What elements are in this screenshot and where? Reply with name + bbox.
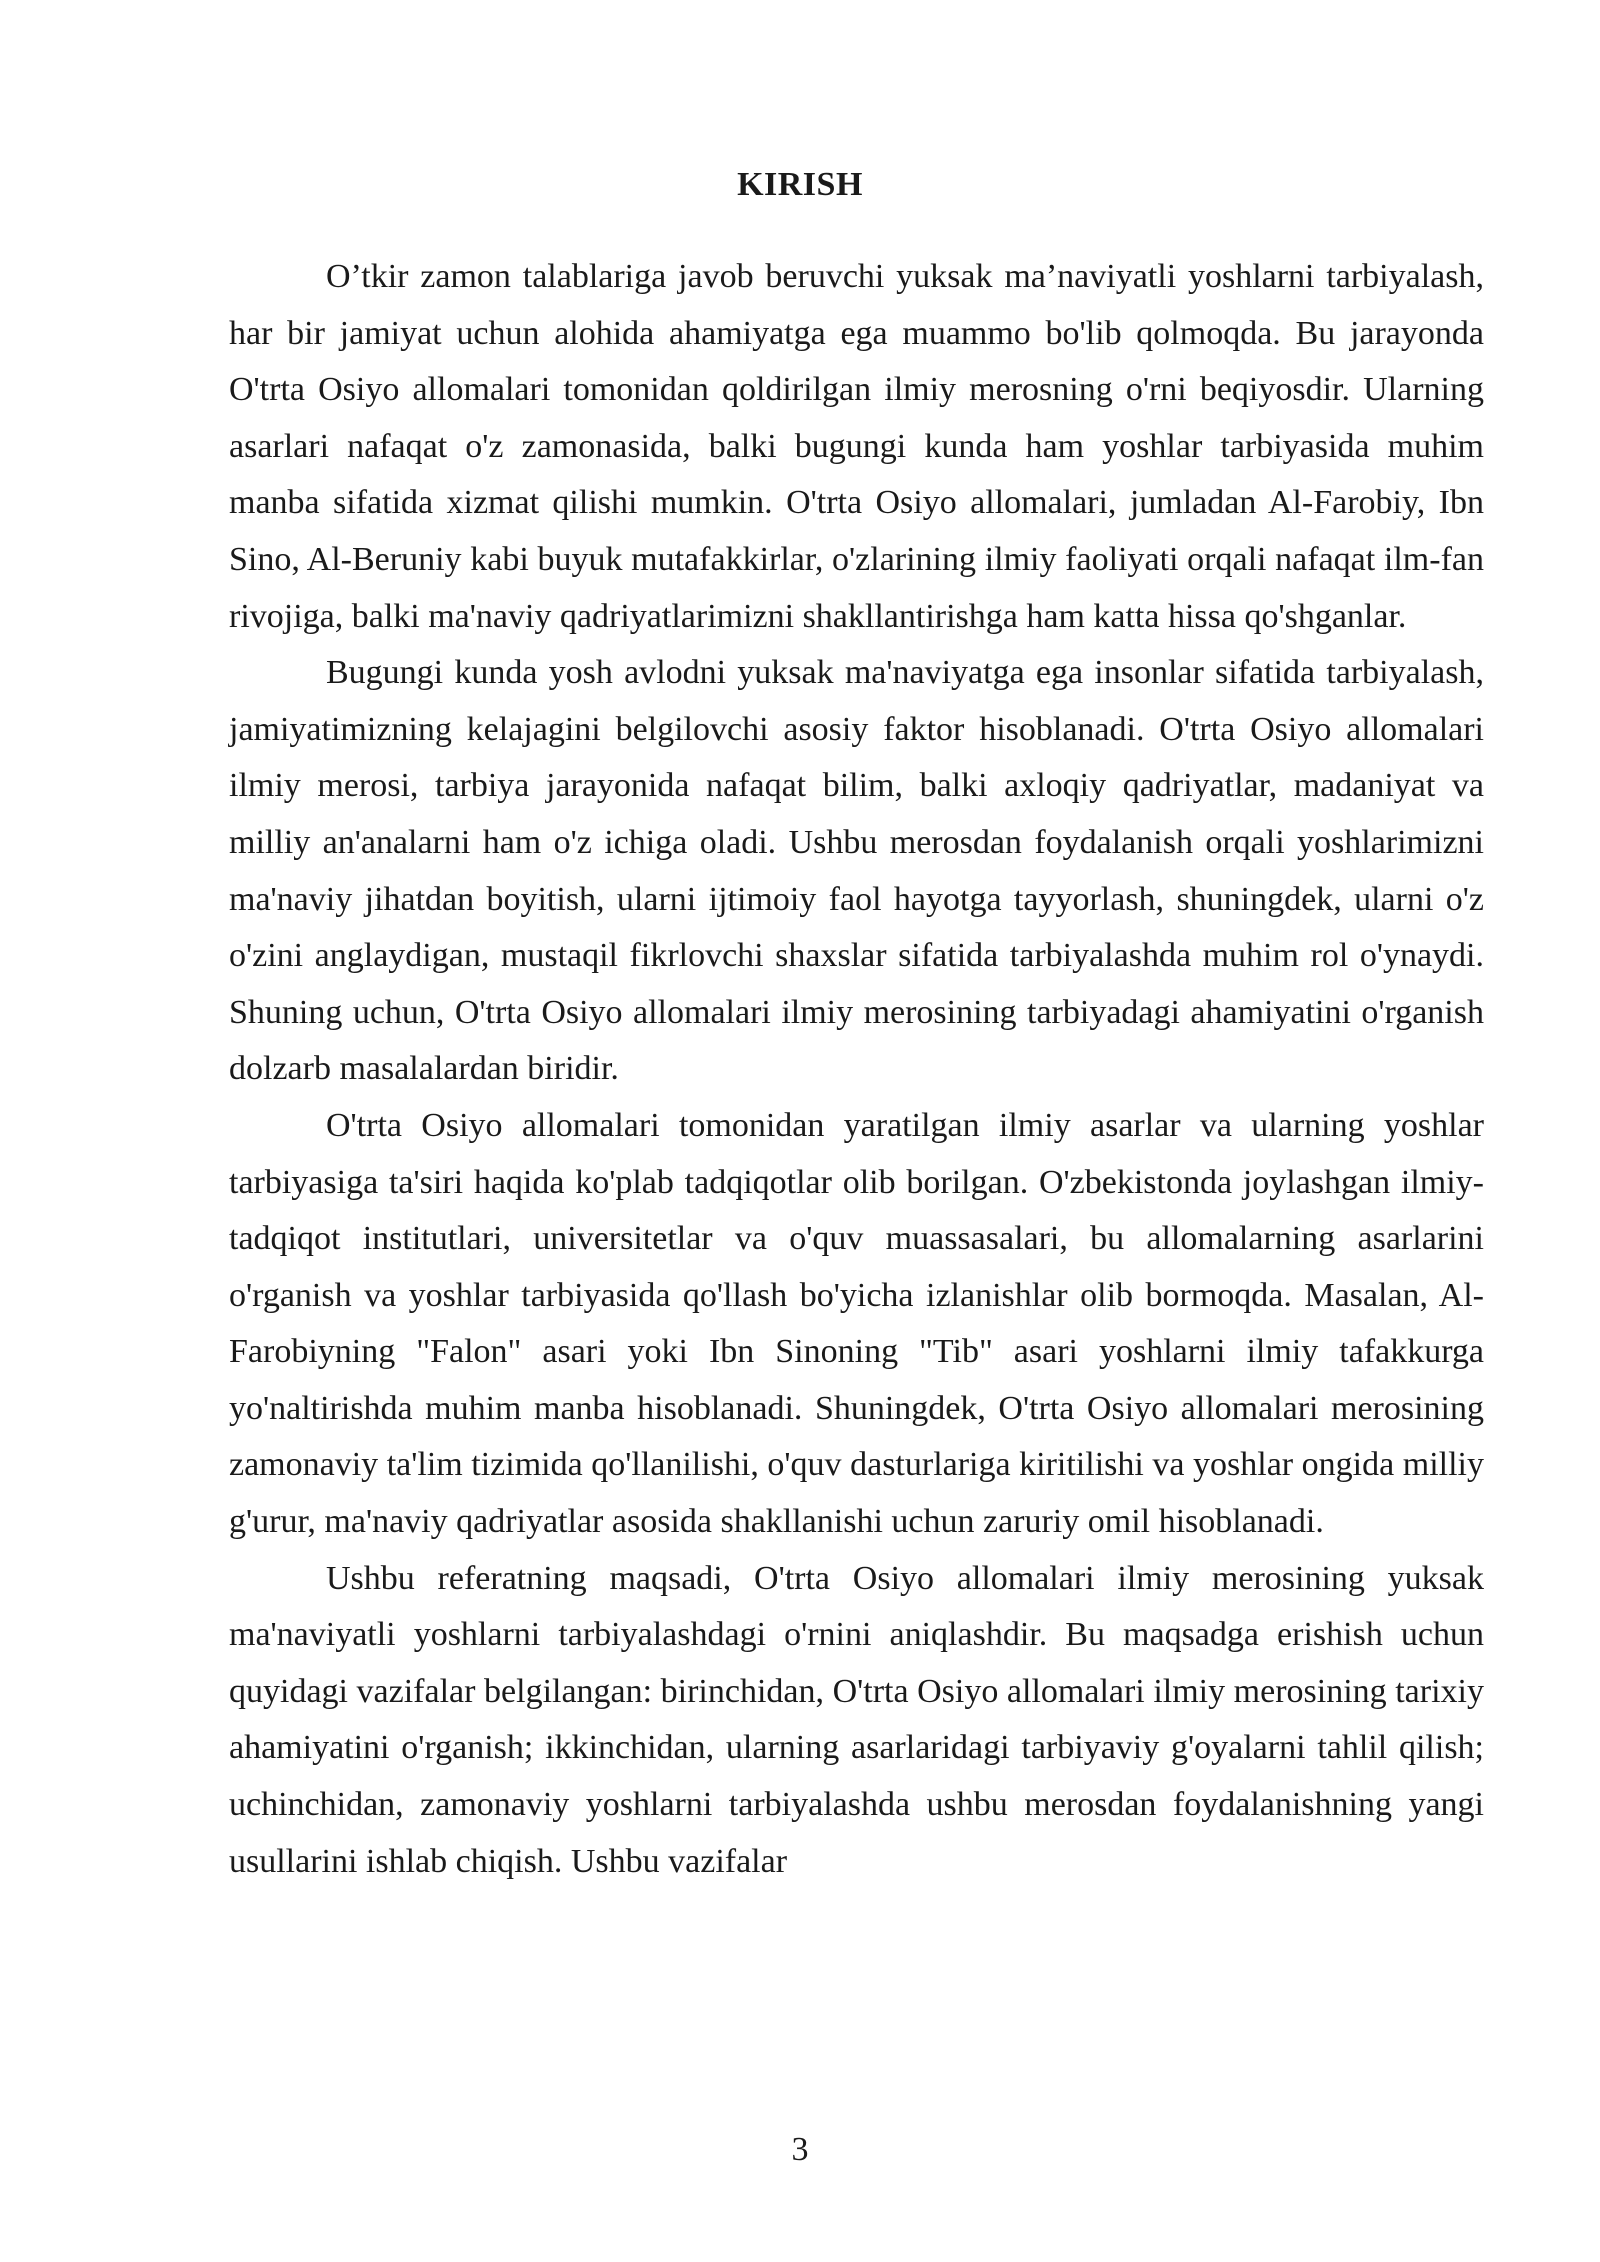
paragraph-4: Ushbu referatning maqsadi, O'trta Osiyo allomalari ilmiy merosining yuksak ma'naviyatli yoshlarni tarbiyalashdagi o'rnini aniqlashdir. Bu maqsadga erishish uchun quyidagi vazifalar belgilangan: birinchidan, O'trta Osiyo allomalari ilmiy merosining tarixiy ahamiyatini o'rganish; ikkinchidan, ularning asarlaridagi tarbiyaviy g'oyalarni tahlil qilish; uchinchidan, zamonaviy yoshlarni tarbiyalashda ushbu merosdan foydalanishning yangi usullarini ishlab chiqish. Ushbu vazifalar <box>229 1559 1484 1880</box>
page-number: 3 <box>791 2131 809 2168</box>
paragraph-2: Bugungi kunda yosh avlodni yuksak ma'naviyatga ega insonlar sifatida tarbiyalash, jamiyatimizning kelajagini belgilovchi asosiy faktor hisoblanadi. O'trta Osiyo allomalari ilmiy merosi, tarbiya jarayonida nafaqat bilim, balki axloqiy qadriyatlar, madaniyat va milliy an'analarni ham o'z ichiga oladi. Ushbu merosdan foydalanish orqali yoshlarimizni ma'naviy jihatdan boyitish, ularni ijtimoiy faol hayotga tayyorlash, shuningdek, ularni o'z o'zini anglaydigan, mustaqil fikrlovchi shaxslar sifatida tarbiyalashda muhim rol o'ynaydi. Shuning uchun, O'trta Osiyo allomalari ilmiy merosining tarbiyadagi ahamiyatini o'rganish dolzarb masalalardan biridir. <box>229 654 1484 1088</box>
body-text <box>229 249 1484 1890</box>
paragraph-1: O’tkir zamon talablariga javob beruvchi yuksak ma’naviyatli yoshlarni tarbiyalash, har bir jamiyat uchun alohida ahamiyatga ega muammo bo'lib qolmoqda. Bu jarayonda O'trta Osiyo allomalari tomonidan qoldirilgan ilmiy merosning o'rni beqiyosdir. Ularning asarlari nafaqat o'z zamonasida, balki bugungi kunda ham yoshlar tarbiyasida muhim manba sifatida xizmat qilishi mumkin. O'trta Osiyo allomalari, jumladan Al-Farobiy, Ibn Sino, Al-Beruniy kabi buyuk mutafakkirlar, o'zlarining ilmiy faoliyati orqali nafaqat ilm-fan rivojiga, balki ma'naviy qadriyatlarimizni shakllantirishga ham katta hissa qo'shganlar. <box>229 258 1484 635</box>
paragraph-3: O'trta Osiyo allomalari tomonidan yaratilgan ilmiy asarlar va ularning yoshlar tarbiyasiga ta'siri haqida ko'plab tadqiqotlar olib borilgan. O'zbekistonda joylashgan ilmiy-tadqiqot institutlari, universitetlar va o'quv muassasalari, bu allomalarning asarlarini o'rganish va yoshlar tarbiyasida qo'llash bo'yicha izlanishlar olib bormoqda. Masalan, Al-Farobiyning "Falon" asari yoki Ibn Sinoning "Tib" asari yoshlarni ilmiy tafakkurga yo'naltirishda muhim manba hisoblanadi. Shuningdek, O'trta Osiyo allomalari merosining zamonaviy ta'lim tizimida qo'llanilishi, o'quv dasturlariga kiritilishi va yoshlar ongida milliy g'urur, ma'naviy qadriyatlar asosida shakllanishi uchun zaruriy omil hisoblanadi. <box>229 1106 1484 1541</box>
page-title: KIRISH <box>737 166 863 203</box>
